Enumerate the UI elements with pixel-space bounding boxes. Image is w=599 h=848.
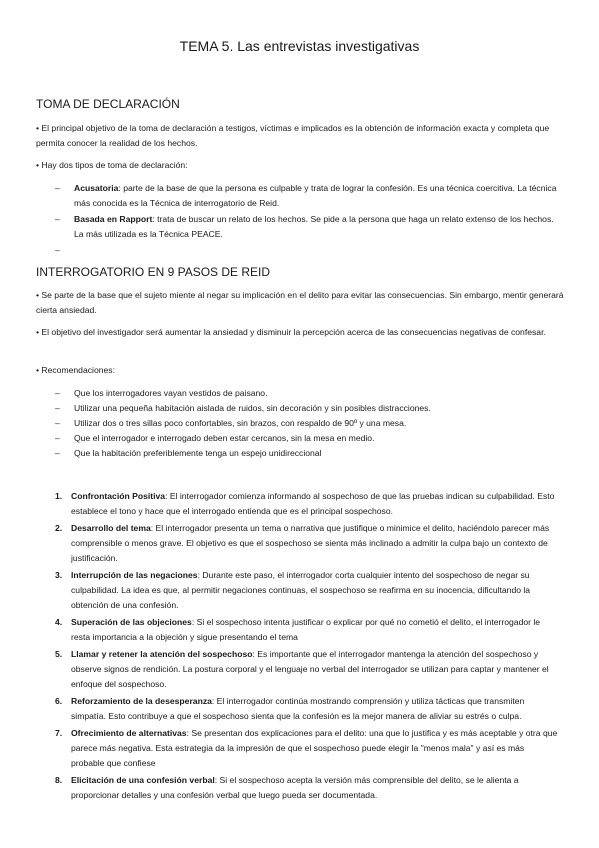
step-term: Ofrecimiento de alternativas <box>71 728 187 738</box>
step-number: 7. <box>55 728 63 738</box>
item-text: Que el interrogador e interrogado deben estar cercanos, sin la mesa en medio. <box>74 433 375 443</box>
list-item <box>55 243 560 258</box>
dash-marker: – <box>55 183 60 193</box>
step-text: : Se presentan dos explicaciones para el delito: una que lo justifica y es más aceptable y otra que parece más negativa. Esta estrategia da la impresión de que el sospechoso puede elegir la "menos mala" y así es más probable que confiese <box>71 728 558 768</box>
item-text: Que los interrogadores vayan vestidos de paisano. <box>74 388 268 398</box>
step-text: : El interrogador presenta un tema o narrativa que justifique o minimice el delito, haciéndolo parecer más comprensible o menos grave. El objetivo es que el sospechoso se sienta más inclinado a admitir la culpa bajo un contexto de justificación. <box>71 523 550 563</box>
step-term: Llamar y retener la atención del sospechoso <box>71 649 253 659</box>
item-text: Utilizar dos o tres sillas poco confortables, sin brazos, con respaldo de 90º y una mesa. <box>74 418 407 428</box>
paragraph: • El objetivo del investigador será aumentar la ansiedad y disminuir la percepción acerca de las consecuencias negativas de confesar. <box>36 327 546 337</box>
step-number: 5. <box>55 649 63 659</box>
dash-marker: – <box>55 403 60 413</box>
step-item <box>55 521 560 566</box>
step-text: : Si el sospechoso acepta la versión más comprensible del delito, se le alienta a proporcionar detalles y una confesión verbal que luego pueda ser documentada. <box>71 775 519 800</box>
list-item <box>55 401 560 416</box>
list-item <box>55 416 560 431</box>
item-text: Utilizar una pequeña habitación aislada de ruidos, sin decoración y sin posibles distracciones. <box>74 403 431 413</box>
step-text: : El interrogador continúa mostrando comprensión y utiliza tácticas que transmiten simpatía. Esto contribuye a que el sospechoso sienta que la confesión es la mejor manera de aliviar su estrés o culpa. <box>71 696 525 721</box>
step-number: 3. <box>55 570 63 580</box>
step-text: : Si el sospechoso intenta justificar o explicar por qué no cometió el delito, el interrogador le resta importancia a la objeción y sigue presentando el tema <box>71 617 541 642</box>
item-text: : parte de la base de que la persona es culpable y trata de lograr la confesión. Es una técnica coercitiva. La técnica más conocida es la Técnica de interrogatorio de Reid. <box>74 183 557 208</box>
step-number: 8. <box>55 775 63 785</box>
step-item <box>55 647 560 692</box>
list-item <box>55 181 560 211</box>
paragraph: • El principal objetivo de la toma de declaración a testigos, víctimas e implicados es la obtención de información exacta y completa que permita conocer la realidad de los hechos. <box>36 123 550 148</box>
item-text: : trata de buscar un relato de los hechos. Se pide a la persona que haga un relato extenso de los hechos. La más utilizada es la Técnica PEACE. <box>74 214 554 239</box>
step-number: 2. <box>55 523 63 533</box>
step-item <box>55 773 560 803</box>
paragraph: • Recomendaciones: <box>36 365 115 375</box>
list-item <box>55 446 560 461</box>
step-number: 6. <box>55 696 63 706</box>
dash-marker: – <box>55 448 60 458</box>
list-item <box>55 431 560 446</box>
dash-marker: – <box>55 418 60 428</box>
step-text: : Es importante que el interrogador mantenga la atención del sospechoso y observe signos de rendición. La postura corporal y el lenguaje no verbal del interrogador se utilizan para captar y mantener el enfoque del sospechoso. <box>71 649 549 689</box>
paragraph: • Hay dos tipos de toma de declaración: <box>36 160 188 170</box>
step-term: Reforzamiento de la desesperanza <box>71 696 212 706</box>
item-term: Acusatoria <box>74 183 119 193</box>
section-heading-toma-declaracion: TOMA DE DECLARACIÓN <box>36 97 180 111</box>
paragraph: • Se parte de la base que el sujeto miente al negar su implicación en el delito para evitar las consecuencias. Sin embargo, mentir generará cierta ansiedad. <box>36 290 564 315</box>
step-number: 1. <box>55 491 63 501</box>
step-term: Interrupción de las negaciones <box>71 570 198 580</box>
step-text: : Durante este paso, el interrogador corta cualquier intento del sospechoso de negar su culpabilidad. La idea es que, al permitir negaciones continuas, el sospechoso se reafirma en su inocencia, dificultando la obtención de una confesión. <box>71 570 531 610</box>
section-heading-reid: INTERROGATORIO EN 9 PASOS DE REID <box>36 265 271 279</box>
dash-marker: – <box>55 388 60 398</box>
step-item <box>55 615 560 645</box>
dash-marker: – <box>55 433 60 443</box>
step-item <box>55 694 560 724</box>
step-item <box>55 726 560 771</box>
item-term: Basada en Rapport <box>74 214 153 224</box>
step-term: Confrontación Positiva <box>71 491 166 501</box>
step-item <box>55 489 560 519</box>
page-title: TEMA 5. Las entrevistas investigativas <box>179 38 420 54</box>
dash-marker: – <box>55 214 60 224</box>
dash-marker: – <box>55 245 60 255</box>
item-text: Que la habitación preferiblemente tenga un espejo unidireccional <box>74 448 322 458</box>
step-term: Desarrollo del tema <box>71 523 151 533</box>
step-number: 4. <box>55 617 63 627</box>
declaration-types-list <box>55 181 560 258</box>
list-item <box>55 212 560 242</box>
step-term: Superación de las objeciones <box>71 617 192 627</box>
step-item <box>55 568 560 613</box>
reid-steps-list <box>55 489 560 805</box>
step-term: Elicitación de una confesión verbal <box>71 775 215 785</box>
recommendations-list <box>55 386 560 461</box>
step-text: : El interrogador comienza informando al sospechoso de que las pruebas indican su culpabilidad. Esto establece el tono y hace que el interrogado entienda que es el principal sospechoso. <box>71 491 555 516</box>
list-item <box>55 386 560 401</box>
